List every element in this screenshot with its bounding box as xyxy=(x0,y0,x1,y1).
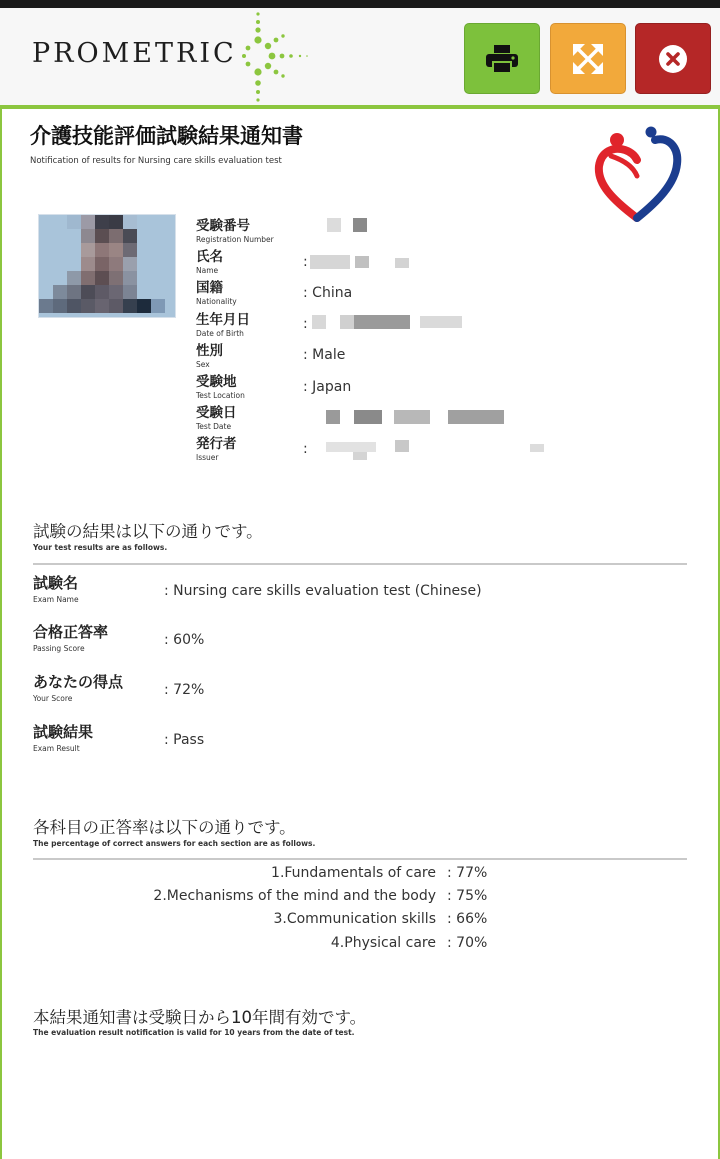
redacted-block xyxy=(354,315,410,329)
section-score-value: : 70% xyxy=(447,935,488,951)
redacted-block xyxy=(340,315,354,329)
nationality-label: 国籍 xyxy=(196,280,223,296)
redacted-block xyxy=(420,316,462,328)
your-score-label-en: Your Score xyxy=(33,694,73,703)
redacted-block xyxy=(326,442,376,452)
passing-score-label: 合格正答率 xyxy=(33,623,109,641)
redacted-block xyxy=(312,315,326,329)
candidate-photo xyxy=(38,214,176,318)
test-location-value: : Japan xyxy=(303,379,352,395)
your-score-value: : 72% xyxy=(164,682,205,698)
name-label-en: Name xyxy=(196,266,219,275)
section-scores-heading-en: The percentage of correct answers for each section are as follows. xyxy=(33,839,316,848)
redacted-block xyxy=(327,218,341,232)
exam-result-label: 試験結果 xyxy=(33,723,94,741)
redacted-block xyxy=(530,444,544,452)
redacted-block xyxy=(355,256,369,268)
your-score-label: あなたの得点 xyxy=(33,673,124,691)
nationality-value: : China xyxy=(303,285,353,301)
results-heading: 試験の結果は以下の通りです。 xyxy=(33,522,263,541)
passing-score-value: : 60% xyxy=(164,632,205,648)
redacted-block xyxy=(353,218,367,232)
top-status-bar xyxy=(0,0,720,8)
redacted-block xyxy=(448,410,504,424)
date-of-birth-value: : xyxy=(303,316,308,332)
nationality-label-en: Nationality xyxy=(196,297,237,306)
date-of-birth-label-en: Date of Birth xyxy=(196,329,244,338)
sex-label-en: Sex xyxy=(196,360,210,369)
exam-name-value: : Nursing care skills evaluation test (Chinese) xyxy=(164,583,482,599)
registration-number-label-en: Registration Number xyxy=(196,235,274,244)
close-icon xyxy=(658,44,688,74)
redacted-block xyxy=(354,410,382,424)
issuer-label-en: Issuer xyxy=(196,453,219,462)
fullscreen-button[interactable] xyxy=(550,23,626,94)
results-divider xyxy=(33,563,687,565)
section-score-value: : 77% xyxy=(447,865,488,881)
name-label: 氏名 xyxy=(196,249,223,265)
validity-note-en: The evaluation result notification is valid for 10 years from the date of test. xyxy=(33,1028,355,1037)
document-title: 介護技能評価試験結果通知書 xyxy=(30,124,303,148)
test-location-label-en: Test Location xyxy=(196,391,245,400)
redacted-block xyxy=(310,255,350,269)
section-score-name: 3.Communication skills xyxy=(273,911,436,927)
results-heading-en: Your test results are as follows. xyxy=(33,543,168,552)
redacted-block xyxy=(326,410,340,424)
test-date-label: 受験日 xyxy=(196,405,237,421)
exam-name-label: 試験名 xyxy=(33,574,79,592)
exam-result-value: : Pass xyxy=(164,732,205,748)
section-score-value: : 66% xyxy=(447,911,488,927)
name-value: : xyxy=(303,254,308,270)
document-frame-left xyxy=(0,109,2,1159)
section-score-name: 1.Fundamentals of care xyxy=(271,865,436,881)
sex-label: 性別 xyxy=(196,343,223,359)
ministry-heart-logo xyxy=(593,126,683,222)
print-button[interactable] xyxy=(464,23,540,94)
section-scores-heading: 各科目の正答率は以下の通りです。 xyxy=(33,818,296,837)
date-of-birth-label: 生年月日 xyxy=(196,312,250,328)
validity-note: 本結果通知書は受験日から10年間有効です。 xyxy=(33,1008,367,1027)
document-subtitle: Notification of results for Nursing care skills evaluation test xyxy=(30,156,282,166)
redacted-block xyxy=(395,440,409,452)
print-icon xyxy=(486,45,518,73)
registration-number-label: 受験番号 xyxy=(196,218,250,234)
issuer-value: : xyxy=(303,441,308,457)
exam-name-label-en: Exam Name xyxy=(33,595,79,604)
section-score-name: 4.Physical care xyxy=(330,935,436,951)
sex-value: : Male xyxy=(303,347,346,363)
section-score-value: : 75% xyxy=(447,888,488,904)
test-location-label: 受験地 xyxy=(196,374,237,390)
section-score-name: 2.Mechanisms of the mind and the body xyxy=(153,888,436,904)
section-scores-divider xyxy=(33,858,687,860)
redacted-block xyxy=(353,452,367,460)
close-button[interactable] xyxy=(635,23,711,94)
issuer-label: 発行者 xyxy=(196,436,237,452)
prometric-burst-icon xyxy=(240,10,310,104)
exam-result-label-en: Exam Result xyxy=(33,744,80,753)
test-date-label-en: Test Date xyxy=(196,422,232,431)
expand-icon xyxy=(572,43,604,75)
redacted-block xyxy=(395,258,409,268)
prometric-logo-text: PROMETRIC xyxy=(32,38,237,69)
redacted-block xyxy=(394,410,430,424)
header-divider xyxy=(0,105,720,109)
passing-score-label-en: Passing Score xyxy=(33,644,85,653)
